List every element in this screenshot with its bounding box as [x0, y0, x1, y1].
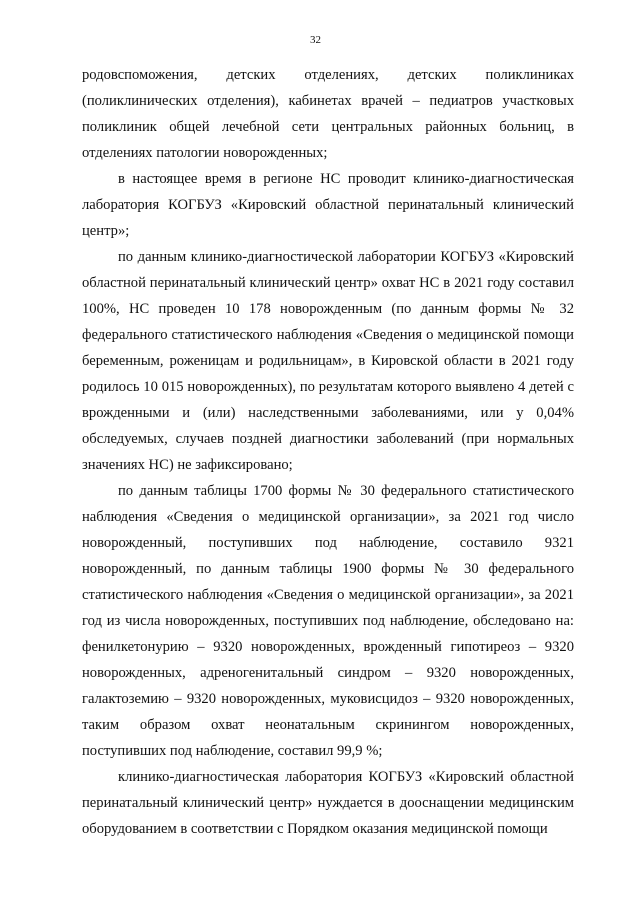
paragraph-continuation: родовспоможения, детских отделениях, детских поликлиниках (поликлинических отделения), кабинетах врачей – педиатров участковых поликлиник общей лечебной сети центральных районных больниц, в отделениях патологии новорожденных; — [82, 67, 574, 161]
paragraph-form30-statistics: по данным таблицы 1700 формы № 30 федерального статистического наблюдения «Сведения о медицинской организации», за 2021 год число новорожденный, поступивших под наблюдение, составило 9321 новорожденный, по данным таблицы 1900 формы № 30 федерального статистического наблюдения «Сведения о медицинской организации», за 2021 год из числа новорожденных, поступивших под наблюдение, обследовано на: фенилкетонурию – 9320 новорожденных, врожденный гипотиреоз – 9320 новорожденных, адреногенитальный синдром – 9320 новорожденных, галактоземию – 9320 новорожденных, муковисцидоз – 9320 новорожденных, таким образом охват неонатальным скринингом новорожденных, поступивших под наблюдение, составил 99,9 %; — [82, 483, 574, 759]
paragraph-equipment-needs: клинико-диагностическая лаборатория КОГБУЗ «Кировский областной перинатальный клинический центр» нуждается в дооснащении медицинским оборудованием в соответствии с Порядком оказания медицинской помощи — [82, 769, 574, 837]
paragraph-current-lab: в настоящее время в регионе НС проводит клинико-диагностическая лаборатория КОГБУЗ «Кировский областной перинатальный клинический центр»; — [82, 171, 574, 239]
page-number: 32 — [310, 34, 321, 46]
paragraph-lab-coverage: по данным клинико-диагностической лаборатории КОГБУЗ «Кировский областной перинатальный клинический центр» охват НС в 2021 году составил 100%, НС проведен 10 178 новорожденным (по данным формы № 32 федерального статистического наблюдения «Сведения о медицинской помощи беременным, роженицам и родильницам», в Кировской области в 2021 году родилось 10 015 новорожденных), по результатам которого выявлено 4 детей с врожденными и (или) наследственными заболеваниями, или у 0,04% обследуемых, случаев поздней диагностики заболеваний (при нормальных значениях НС) не зафиксировано; — [82, 249, 574, 473]
body-text — [82, 62, 574, 842]
